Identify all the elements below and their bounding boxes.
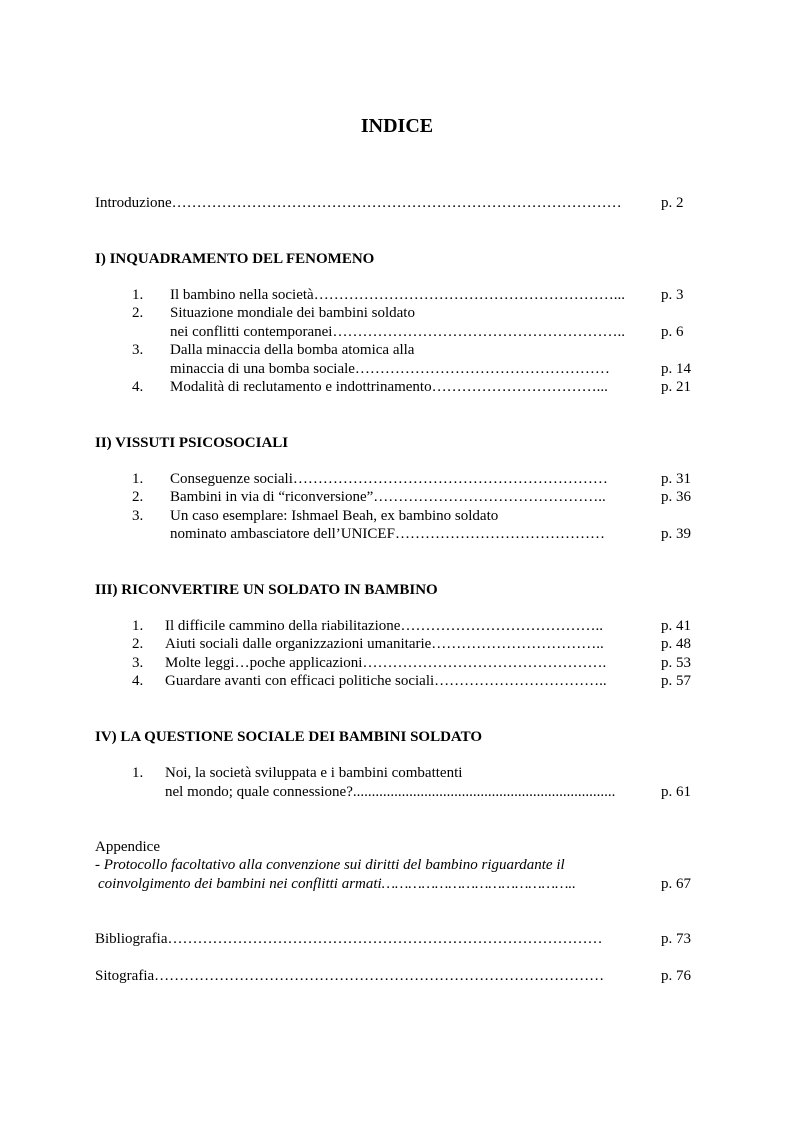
toc-entry-text[interactable]: Il difficile cammino della riabilitazione…………………………………..	[165, 618, 603, 634]
toc-entry-text[interactable]: Guardare avanti con efficaci politiche sociali……………………………..	[165, 673, 607, 689]
toc-page-number: p. 41	[661, 618, 691, 634]
toc-page-number: p. 2	[661, 195, 684, 211]
toc-entry-sitography[interactable]: Sitografia………………………………………………………………………………	[95, 968, 605, 984]
toc-entry-text[interactable]: nel mondo; quale connessione?......................................................................	[165, 784, 616, 800]
toc-page-number: p. 6	[661, 324, 684, 340]
section-heading: I) INQUADRAMENTO DEL FENOMENO	[95, 251, 375, 267]
item-number: 3.	[132, 508, 144, 524]
toc-page-number: p. 76	[661, 968, 691, 984]
page-title: INDICE	[360, 115, 434, 137]
toc-entry-text[interactable]: nei conflitti contemporanei…………………………………………………..	[170, 324, 625, 340]
toc-page-number: p. 3	[661, 287, 684, 303]
toc-page-number: p. 36	[661, 489, 691, 505]
item-number: 3.	[132, 342, 144, 358]
toc-page-number: p. 39	[661, 526, 691, 542]
toc-entry-text[interactable]: nominato ambasciatore dell’UNICEF……………………………………	[170, 526, 605, 542]
item-number: 1.	[132, 287, 144, 303]
toc-entry-text[interactable]: Noi, la società sviluppata e i bambini combattenti	[165, 765, 463, 781]
item-number: 4.	[132, 379, 144, 395]
toc-entry-text[interactable]: Molte leggi…poche applicazioni………………………………………….	[165, 655, 607, 671]
section-heading: II) VISSUTI PSICOSOCIALI	[95, 435, 289, 451]
item-number: 4.	[132, 673, 144, 689]
item-number: 1.	[132, 471, 144, 487]
item-number: 1.	[132, 765, 144, 781]
toc-entry-text[interactable]: Il bambino nella società……………………………………………………...	[170, 287, 625, 303]
appendix-entry-text[interactable]: coinvolgimento dei bambini nei conflitti armati……………………………………..	[98, 876, 576, 892]
toc-page-number: p. 31	[661, 471, 691, 487]
toc-entry-intro[interactable]	[95, 194, 622, 212]
toc-entry-text[interactable]: Conseguenze sociali………………………………………………………	[170, 471, 608, 487]
item-number: 2.	[132, 489, 144, 505]
toc-entry-text[interactable]: Bambini in via di “riconversione”………………………………………..	[170, 489, 606, 505]
toc-page-number: p. 48	[661, 636, 691, 652]
toc-entry-bibliography[interactable]: Bibliografia……………………………………………………………………………	[95, 931, 603, 947]
item-number: 2.	[132, 305, 144, 321]
section-heading: III) RICONVERTIRE UN SOLDATO IN BAMBINO	[95, 582, 438, 598]
toc-page-number: p. 57	[661, 673, 691, 689]
toc-entry-text[interactable]: minaccia di una bomba sociale……………………………………………	[170, 361, 610, 377]
toc-entry-text[interactable]: Dalla minaccia della bomba atomica alla	[170, 342, 415, 358]
item-number: 2.	[132, 636, 144, 652]
toc-page-number: p. 67	[661, 876, 691, 892]
toc-page-number: p. 73	[661, 931, 691, 947]
appendix-entry-text[interactable]: - Protocollo facoltativo alla convenzione sui diritti del bambino riguardante il	[95, 857, 565, 873]
appendix-label: Appendice	[95, 839, 160, 855]
section-heading: IV) LA QUESTIONE SOCIALE DEI BAMBINI SOLDATO	[95, 729, 483, 745]
toc-entry-text: Introduzione………………………………………………………………………………	[95, 195, 622, 211]
toc-page-number: p. 21	[661, 379, 691, 395]
toc-entry-text[interactable]: Un caso esemplare: Ishmael Beah, ex bambino soldato	[170, 508, 499, 524]
item-number: 1.	[132, 618, 144, 634]
toc-page-number: p. 53	[661, 655, 691, 671]
toc-entry-text[interactable]: Modalità di reclutamento e indottrinamento……………………………...	[170, 379, 608, 395]
toc-entry-text[interactable]: Aiuti sociali dalle organizzazioni umanitarie……………………………..	[165, 636, 604, 652]
item-number: 3.	[132, 655, 144, 671]
toc-entry-text[interactable]: Situazione mondiale dei bambini soldato	[170, 305, 415, 321]
toc-page-number: p. 61	[661, 784, 691, 800]
toc-page-number: p. 14	[661, 361, 691, 377]
